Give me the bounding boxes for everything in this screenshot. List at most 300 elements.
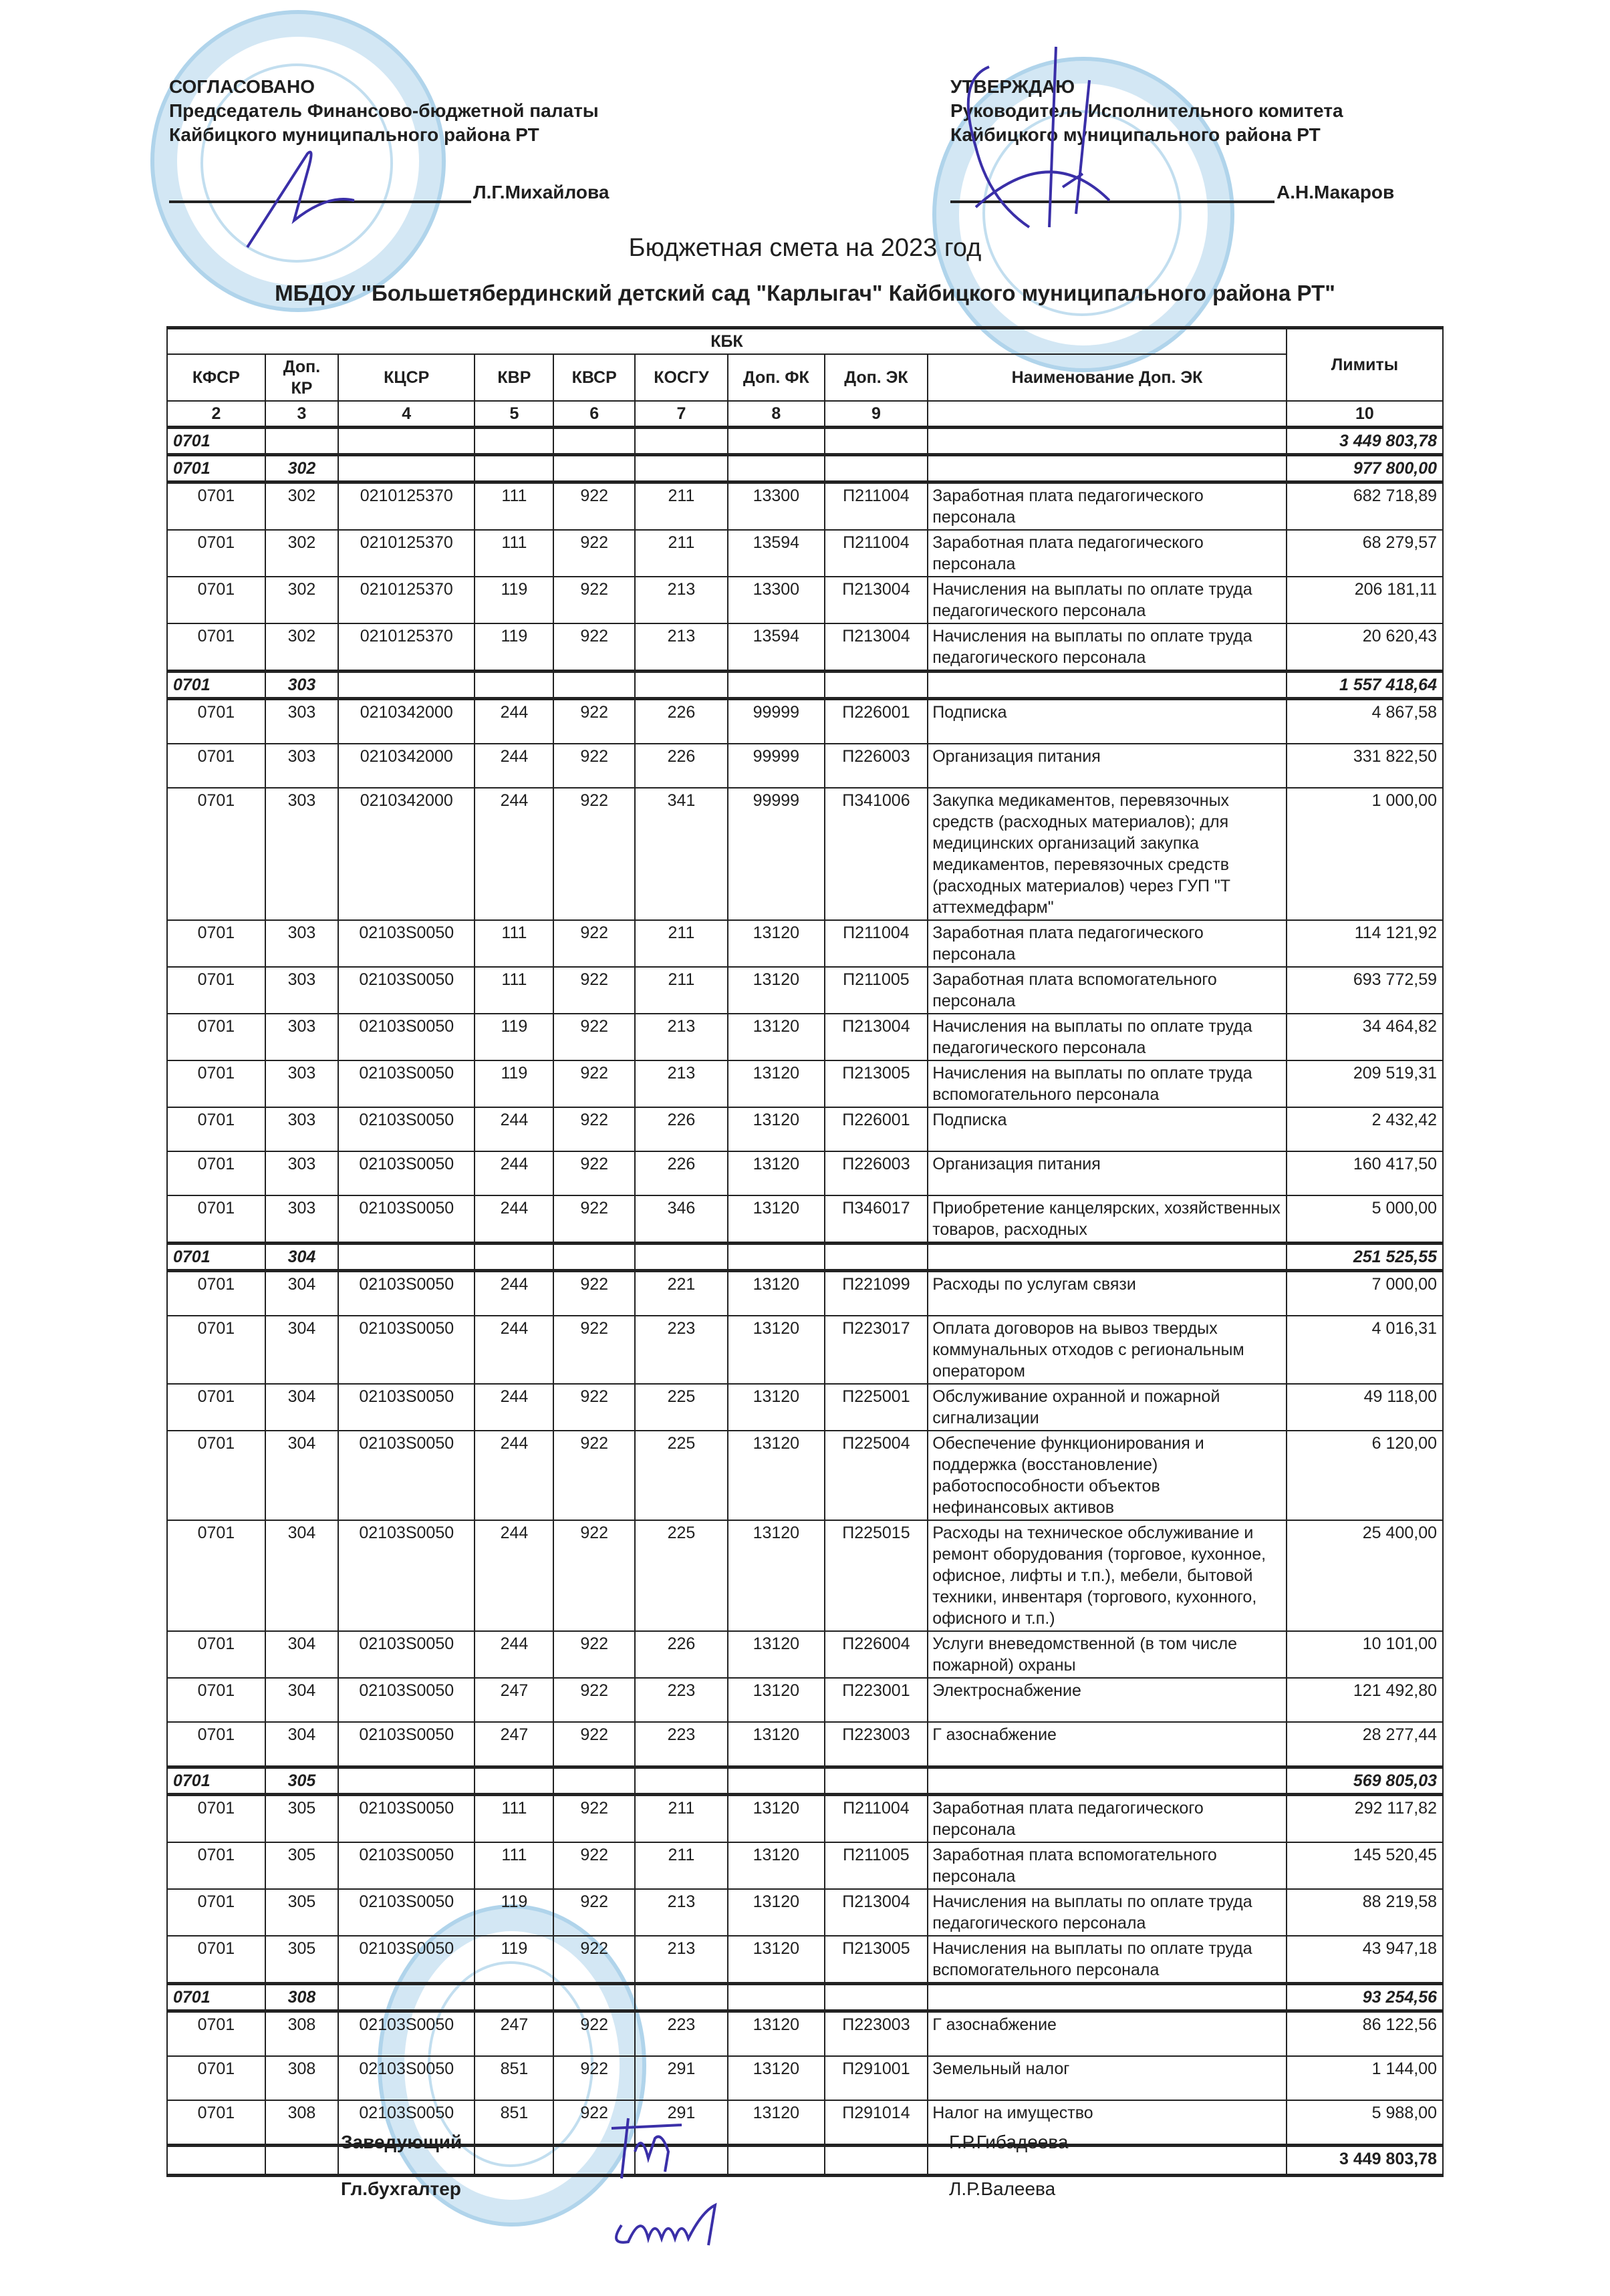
kvsr-cell: 922	[553, 1795, 634, 1843]
kfsr-cell: 0701	[167, 1767, 265, 1795]
kfsr-cell: 0701	[167, 699, 265, 744]
subtotal-limit-cell: 977 800,00	[1287, 455, 1443, 482]
table-row	[167, 967, 1443, 1014]
budget-table	[166, 326, 1444, 2177]
empty-cell	[338, 455, 475, 482]
dop-kr-cell: 302	[265, 482, 338, 531]
kvsr-cell: 922	[553, 530, 634, 577]
table-row	[167, 1384, 1443, 1431]
dop-kr-cell: 304	[265, 1631, 338, 1678]
dop-kr-cell: 302	[265, 530, 338, 577]
dop-ek-name-cell: Электроснабжение	[928, 1678, 1287, 1722]
dop-kr-cell: 308	[265, 2100, 338, 2146]
empty-cell	[825, 455, 928, 482]
table-row	[167, 1151, 1443, 1195]
empty-cell	[553, 455, 634, 482]
limit-cell: 331 822,50	[1287, 744, 1443, 788]
footer-head-signature	[341, 2132, 1143, 2153]
kvr-cell: 247	[475, 2011, 553, 2057]
kfsr-cell: 0701	[167, 2100, 265, 2146]
table-row	[167, 1678, 1443, 1722]
empty-cell	[825, 428, 928, 455]
kosgu-cell: 226	[635, 1151, 728, 1195]
table-row	[167, 1060, 1443, 1107]
kcsr-cell: 02103S0050	[338, 1631, 475, 1678]
kvsr-cell: 922	[553, 1842, 634, 1889]
limit-cell: 7 000,00	[1287, 1271, 1443, 1316]
kcsr-cell: 02103S0050	[338, 1151, 475, 1195]
dop-kr-cell: 304	[265, 1722, 338, 1767]
kcsr-cell: 0210125370	[338, 482, 475, 531]
dop-ek-name-cell: Закупка медикаментов, перевязочных средств (расходных материалов); для медицинских организаций закупка медикаментов, перевязочных средств (расходных материалов) через ГУП "Т аттехмедфарм"	[928, 788, 1287, 920]
dop-kr-cell: 304	[265, 1384, 338, 1431]
dop-kr-cell: 303	[265, 967, 338, 1014]
kosgu-cell: 225	[635, 1384, 728, 1431]
budget-table-body	[167, 401, 1443, 2176]
limit-cell: 28 277,44	[1287, 1722, 1443, 1767]
limit-cell: 4 867,58	[1287, 699, 1443, 744]
empty-cell	[553, 672, 634, 699]
column-header-kcsr: КЦСР	[338, 354, 475, 401]
kbk-group-header: КБК	[167, 328, 1287, 355]
dop-fk-cell: 99999	[728, 788, 825, 920]
table-row	[167, 744, 1443, 788]
dop-ek-cell: П213005	[825, 1936, 928, 1984]
document-subtitle: МБДОУ "Большетябердинский детский сад "Карлыгач" Кайбицкого муниципального района РТ"	[275, 281, 1335, 305]
dop-kr-cell: 304	[265, 1316, 338, 1384]
kfsr-cell: 0701	[167, 530, 265, 577]
limit-cell: 5 000,00	[1287, 1195, 1443, 1244]
table-row	[167, 1014, 1443, 1060]
accountant-name: Л.Р.Валеева	[949, 2178, 1056, 2199]
kosgu-cell: 226	[635, 1107, 728, 1151]
kosgu-cell: 225	[635, 1431, 728, 1520]
kfsr-cell: 0701	[167, 1936, 265, 1984]
kfsr-cell: 0701	[167, 1795, 265, 1843]
kvr-cell: 111	[475, 1795, 553, 1843]
table-row	[167, 1195, 1443, 1244]
kvsr-cell: 922	[553, 1631, 634, 1678]
agreed-signatory-name: Л.Г.Михайлова	[473, 182, 610, 202]
dop-kr-cell: 303	[265, 1107, 338, 1151]
dop-ek-cell: П226001	[825, 699, 928, 744]
dop-ek-cell: П225001	[825, 1384, 928, 1431]
kosgu-cell: 213	[635, 623, 728, 672]
kvsr-cell: 922	[553, 1678, 634, 1722]
column-number: 10	[1287, 401, 1443, 428]
dop-fk-cell: 13120	[728, 920, 825, 967]
empty-cell	[728, 672, 825, 699]
kvr-cell: 244	[475, 788, 553, 920]
column-header-kvr: КВР	[475, 354, 553, 401]
empty-cell	[338, 1984, 475, 2011]
table-row	[167, 530, 1443, 577]
dop-ek-name-cell: Заработная плата вспомогательного персонала	[928, 967, 1287, 1014]
table-row	[167, 1520, 1443, 1631]
dop-ek-cell: П225004	[825, 1431, 928, 1520]
empty-cell	[475, 455, 553, 482]
subtotal-row	[167, 1984, 1443, 2011]
dop-ek-name-cell: Расходы на техническое обслуживание и ремонт оборудования (торговое, кухонное, офисное, лифты и т.п.), мебели, бытовой техники, инвентаря (торгового, кухонного, офисного и т.п.)	[928, 1520, 1287, 1631]
kfsr-cell: 0701	[167, 2011, 265, 2057]
kfsr-cell: 0701	[167, 482, 265, 531]
dop-kr-cell: 308	[265, 1984, 338, 2011]
dop-ek-name-cell: Начисления на выплаты по оплате труда педагогического персонала	[928, 623, 1287, 672]
column-number: 4	[338, 401, 475, 428]
kvr-cell: 111	[475, 967, 553, 1014]
dop-ek-cell: П223001	[825, 1678, 928, 1722]
dop-ek-cell: П223003	[825, 2011, 928, 2057]
dop-kr-cell: 303	[265, 1195, 338, 1244]
limit-cell: 6 120,00	[1287, 1431, 1443, 1520]
dop-ek-name-cell: Услуги вневедомственной (в том числе пожарной) охраны	[928, 1631, 1287, 1678]
empty-cell	[635, 455, 728, 482]
subtotal-limit-cell: 1 557 418,64	[1287, 672, 1443, 699]
dop-fk-cell: 13120	[728, 1316, 825, 1384]
dop-kr-cell: 304	[265, 1271, 338, 1316]
column-header-kfsr: КФСР	[167, 354, 265, 401]
column-numbers-row	[167, 401, 1443, 428]
dop-ek-name-cell: Заработная плата педагогического персонала	[928, 482, 1287, 531]
table-row	[167, 1842, 1443, 1889]
dop-fk-cell: 13120	[728, 2011, 825, 2057]
dop-fk-cell: 99999	[728, 744, 825, 788]
column-number	[928, 401, 1287, 428]
limit-cell: 4 016,31	[1287, 1316, 1443, 1384]
dop-ek-name-cell: Заработная плата педагогического персонала	[928, 920, 1287, 967]
kvr-cell: 244	[475, 1195, 553, 1244]
dop-fk-cell: 13120	[728, 2100, 825, 2146]
subtotal-limit-cell: 569 805,03	[1287, 1767, 1443, 1795]
empty-cell	[475, 672, 553, 699]
kvsr-cell: 922	[553, 920, 634, 967]
kvsr-cell: 922	[553, 1271, 634, 1316]
dop-fk-cell: 13120	[728, 1722, 825, 1767]
dop-fk-cell: 13300	[728, 577, 825, 623]
dop-ek-name-cell: Налог на имущество	[928, 2100, 1287, 2146]
kvsr-cell: 922	[553, 1431, 634, 1520]
dop-ek-name-cell: Г азоснабжение	[928, 2011, 1287, 2057]
empty-cell	[338, 1767, 475, 1795]
kvsr-cell: 922	[553, 577, 634, 623]
dop-fk-cell: 13300	[728, 482, 825, 531]
kosgu-cell: 223	[635, 1316, 728, 1384]
dop-fk-cell: 13120	[728, 1014, 825, 1060]
limit-cell: 10 101,00	[1287, 1631, 1443, 1678]
empty-cell	[825, 1244, 928, 1271]
kcsr-cell: 02103S0050	[338, 1271, 475, 1316]
dop-kr-cell: 305	[265, 1842, 338, 1889]
dop-ek-name-cell: Заработная плата педагогического персонала	[928, 1795, 1287, 1843]
kvsr-cell: 922	[553, 482, 634, 531]
kfsr-cell: 0701	[167, 1889, 265, 1936]
empty-cell	[553, 428, 634, 455]
kosgu-cell: 223	[635, 1722, 728, 1767]
kvr-cell: 247	[475, 1678, 553, 1722]
kfsr-cell: 0701	[167, 1316, 265, 1384]
dop-fk-cell: 13594	[728, 530, 825, 577]
dop-ek-cell: П226001	[825, 1107, 928, 1151]
dop-fk-cell: 13120	[728, 1384, 825, 1431]
kvr-cell: 244	[475, 1631, 553, 1678]
kvr-cell: 244	[475, 1271, 553, 1316]
dop-ek-cell: П211004	[825, 920, 928, 967]
dop-ek-name-cell: Оплата договоров на вывоз твердых коммунальных отходов с региональным оператором	[928, 1316, 1287, 1384]
table-row	[167, 1271, 1443, 1316]
kcsr-cell: 02103S0050	[338, 1107, 475, 1151]
kosgu-cell: 223	[635, 1678, 728, 1722]
kfsr-cell: 0701	[167, 788, 265, 920]
kcsr-cell: 02103S0050	[338, 920, 475, 967]
kosgu-cell: 211	[635, 530, 728, 577]
kcsr-cell: 0210342000	[338, 788, 475, 920]
dop-ek-cell: П211004	[825, 482, 928, 531]
kfsr-cell: 0701	[167, 1678, 265, 1722]
kcsr-cell: 02103S0050	[338, 1014, 475, 1060]
kfsr-cell: 0701	[167, 1195, 265, 1244]
kvr-cell: 119	[475, 1014, 553, 1060]
dop-ek-name-cell: Организация питания	[928, 1151, 1287, 1195]
dop-kr-cell: 305	[265, 1936, 338, 1984]
kvsr-cell: 922	[553, 2011, 634, 2057]
dop-kr-cell: 304	[265, 1678, 338, 1722]
empty-cell	[475, 1244, 553, 1271]
kvsr-cell: 922	[553, 1889, 634, 1936]
dop-fk-cell: 13120	[728, 1795, 825, 1843]
kfsr-cell: 0701	[167, 1151, 265, 1195]
dop-kr-cell	[265, 428, 338, 455]
empty-cell	[553, 1767, 634, 1795]
table-row	[167, 482, 1443, 531]
kfsr-cell: 0701	[167, 2056, 265, 2100]
kvsr-cell: 922	[553, 788, 634, 920]
dop-kr-cell: 303	[265, 1060, 338, 1107]
agreed-signature-line	[169, 200, 471, 203]
empty-cell	[728, 1767, 825, 1795]
column-number: 3	[265, 401, 338, 428]
empty-cell	[728, 428, 825, 455]
table-row	[167, 1936, 1443, 1984]
dop-ek-cell: П226003	[825, 744, 928, 788]
kvsr-cell: 922	[553, 1107, 634, 1151]
kvr-cell: 119	[475, 623, 553, 672]
dop-ek-name-cell: Организация питания	[928, 744, 1287, 788]
kvsr-cell: 922	[553, 1520, 634, 1631]
dop-fk-cell: 13594	[728, 623, 825, 672]
subtotal-row	[167, 455, 1443, 482]
kcsr-cell: 0210342000	[338, 699, 475, 744]
kvsr-cell: 922	[553, 623, 634, 672]
kcsr-cell: 02103S0050	[338, 1431, 475, 1520]
approved-heading: УТВЕРЖДАЮ	[950, 76, 1075, 97]
head-name: Г.Р.Гибадеева	[949, 2132, 1069, 2152]
table-row	[167, 1631, 1443, 1678]
dop-kr-cell: 304	[265, 1431, 338, 1520]
approved-signature-line	[950, 200, 1274, 203]
kcsr-cell: 02103S0050	[338, 2011, 475, 2057]
kvsr-cell: 922	[553, 699, 634, 744]
kvr-cell: 111	[475, 920, 553, 967]
dop-ek-name-cell: Начисления на выплаты по оплате труда вспомогательного персонала	[928, 1936, 1287, 1984]
kfsr-cell: 0701	[167, 1631, 265, 1678]
empty-cell	[728, 455, 825, 482]
kvr-cell: 244	[475, 744, 553, 788]
table-row	[167, 2056, 1443, 2100]
kcsr-cell: 02103S0050	[338, 1678, 475, 1722]
kosgu-cell: 211	[635, 1842, 728, 1889]
dop-ek-name-cell: Заработная плата педагогического персонала	[928, 530, 1287, 577]
dop-fk-cell: 13120	[728, 1889, 825, 1936]
column-number: 2	[167, 401, 265, 428]
dop-ek-cell: П341006	[825, 788, 928, 920]
kvr-cell: 244	[475, 1384, 553, 1431]
empty-cell	[338, 428, 475, 455]
kcsr-cell: 02103S0050	[338, 2056, 475, 2100]
dop-ek-cell: П223017	[825, 1316, 928, 1384]
kosgu-cell: 213	[635, 1060, 728, 1107]
dop-kr-cell: 302	[265, 577, 338, 623]
kfsr-cell: 0701	[167, 967, 265, 1014]
limit-cell: 114 121,92	[1287, 920, 1443, 967]
kvsr-cell: 922	[553, 1060, 634, 1107]
kfsr-cell: 0701	[167, 428, 265, 455]
empty-cell	[825, 672, 928, 699]
kosgu-cell: 213	[635, 1889, 728, 1936]
kcsr-cell: 02103S0050	[338, 967, 475, 1014]
kcsr-cell: 02103S0050	[338, 1384, 475, 1431]
limit-cell: 693 772,59	[1287, 967, 1443, 1014]
dop-ek-name-cell: Расходы по услугам связи	[928, 1271, 1287, 1316]
table-row	[167, 1316, 1443, 1384]
kvr-cell: 244	[475, 1151, 553, 1195]
column-number: 6	[553, 401, 634, 428]
column-header-kosgu: КОСГУ	[635, 354, 728, 401]
column-header-dop-ek-name: Наименование Доп. ЭК	[928, 354, 1287, 401]
kvr-cell: 119	[475, 1060, 553, 1107]
dop-ek-name-cell: Начисления на выплаты по оплате труда педагогического персонала	[928, 1889, 1287, 1936]
empty-cell	[635, 1984, 728, 2011]
dop-ek-name-cell: Начисления на выплаты по оплате труда педагогического персонала	[928, 577, 1287, 623]
limit-cell: 25 400,00	[1287, 1520, 1443, 1631]
kfsr-cell: 0701	[167, 1271, 265, 1316]
dop-ek-name-cell: Г азоснабжение	[928, 1722, 1287, 1767]
empty-cell	[635, 1244, 728, 1271]
kvr-cell: 111	[475, 482, 553, 531]
limit-cell: 292 117,82	[1287, 1795, 1443, 1843]
dop-fk-cell: 13120	[728, 1842, 825, 1889]
kosgu-cell: 221	[635, 1271, 728, 1316]
empty-cell	[167, 2146, 265, 2176]
empty-cell	[338, 1244, 475, 1271]
kvr-cell: 247	[475, 1722, 553, 1767]
limit-cell: 2 432,42	[1287, 1107, 1443, 1151]
kosgu-cell: 226	[635, 699, 728, 744]
kvsr-cell: 922	[553, 1384, 634, 1431]
limit-cell: 206 181,11	[1287, 577, 1443, 623]
kosgu-cell: 225	[635, 1520, 728, 1631]
dop-ek-cell: П225015	[825, 1520, 928, 1631]
kcsr-cell: 02103S0050	[338, 1060, 475, 1107]
dop-ek-cell: П291014	[825, 2100, 928, 2146]
kfsr-cell: 0701	[167, 577, 265, 623]
kcsr-cell: 02103S0050	[338, 1842, 475, 1889]
table-row	[167, 623, 1443, 672]
subtotal-limit-cell: 251 525,55	[1287, 1244, 1443, 1271]
dop-kr-cell: 305	[265, 1889, 338, 1936]
empty-cell	[825, 1984, 928, 2011]
agreed-position-line2: Кайбицкого муниципального района РТ	[169, 124, 539, 145]
kosgu-cell: 223	[635, 2011, 728, 2057]
dop-fk-cell: 13120	[728, 1151, 825, 1195]
kvr-cell: 851	[475, 2056, 553, 2100]
dop-ek-name-cell: Земельный налог	[928, 2056, 1287, 2100]
dop-ek-name-cell: Начисления на выплаты по оплате труда вспомогательного персонала	[928, 1060, 1287, 1107]
approved-position-line2: Кайбицкого муниципального района РТ	[950, 124, 1321, 145]
kvr-cell: 244	[475, 1107, 553, 1151]
dop-fk-cell: 13120	[728, 1631, 825, 1678]
limit-cell: 49 118,00	[1287, 1384, 1443, 1431]
limit-cell: 68 279,57	[1287, 530, 1443, 577]
kfsr-cell: 0701	[167, 920, 265, 967]
dop-ek-name-cell: Начисления на выплаты по оплате труда педагогического персонала	[928, 1014, 1287, 1060]
dop-kr-cell: 304	[265, 1244, 338, 1271]
kvr-cell: 119	[475, 577, 553, 623]
empty-cell	[928, 428, 1287, 455]
dop-ek-cell: П221099	[825, 1271, 928, 1316]
dop-fk-cell: 13120	[728, 1678, 825, 1722]
kvsr-cell: 922	[553, 1195, 634, 1244]
column-header-limits: Лимиты	[1287, 328, 1443, 402]
kosgu-cell: 211	[635, 1795, 728, 1843]
column-number: 5	[475, 401, 553, 428]
kcsr-cell: 02103S0050	[338, 1316, 475, 1384]
dop-kr-cell: 303	[265, 1014, 338, 1060]
dop-ek-name-cell: Обеспечение функционирования и поддержка (восстановление) работоспособности объектов нефинансовых активов	[928, 1431, 1287, 1520]
dop-ek-name-cell: Подписка	[928, 1107, 1287, 1151]
column-header-dop-kr: Доп. КР	[265, 354, 338, 401]
kvr-cell: 244	[475, 699, 553, 744]
empty-cell	[928, 1984, 1287, 2011]
kvsr-cell: 922	[553, 967, 634, 1014]
kosgu-cell: 346	[635, 1195, 728, 1244]
empty-cell	[475, 1767, 553, 1795]
document-title: Бюджетная смета на 2023 год	[628, 234, 982, 262]
kfsr-cell: 0701	[167, 1014, 265, 1060]
limit-cell: 160 417,50	[1287, 1151, 1443, 1195]
limit-cell: 43 947,18	[1287, 1936, 1443, 1984]
limit-cell: 1 000,00	[1287, 788, 1443, 920]
kfsr-cell: 0701	[167, 1520, 265, 1631]
dop-fk-cell: 13120	[728, 1195, 825, 1244]
limit-cell: 88 219,58	[1287, 1889, 1443, 1936]
limit-cell: 145 520,45	[1287, 1842, 1443, 1889]
kosgu-cell: 213	[635, 1014, 728, 1060]
dop-ek-name-cell: Подписка	[928, 699, 1287, 744]
subtotal-row	[167, 428, 1443, 455]
kvr-cell: 111	[475, 530, 553, 577]
empty-cell	[338, 672, 475, 699]
dop-kr-cell: 304	[265, 1520, 338, 1631]
empty-cell	[635, 1767, 728, 1795]
limit-cell: 86 122,56	[1287, 2011, 1443, 2057]
limit-cell: 20 620,43	[1287, 623, 1443, 672]
table-row	[167, 1889, 1443, 1936]
subtotal-row	[167, 1767, 1443, 1795]
subtotal-limit-cell: 3 449 803,78	[1287, 428, 1443, 455]
dop-ek-cell: П211004	[825, 530, 928, 577]
kcsr-cell: 02103S0050	[338, 1936, 475, 1984]
kcsr-cell: 02103S0050	[338, 1520, 475, 1631]
